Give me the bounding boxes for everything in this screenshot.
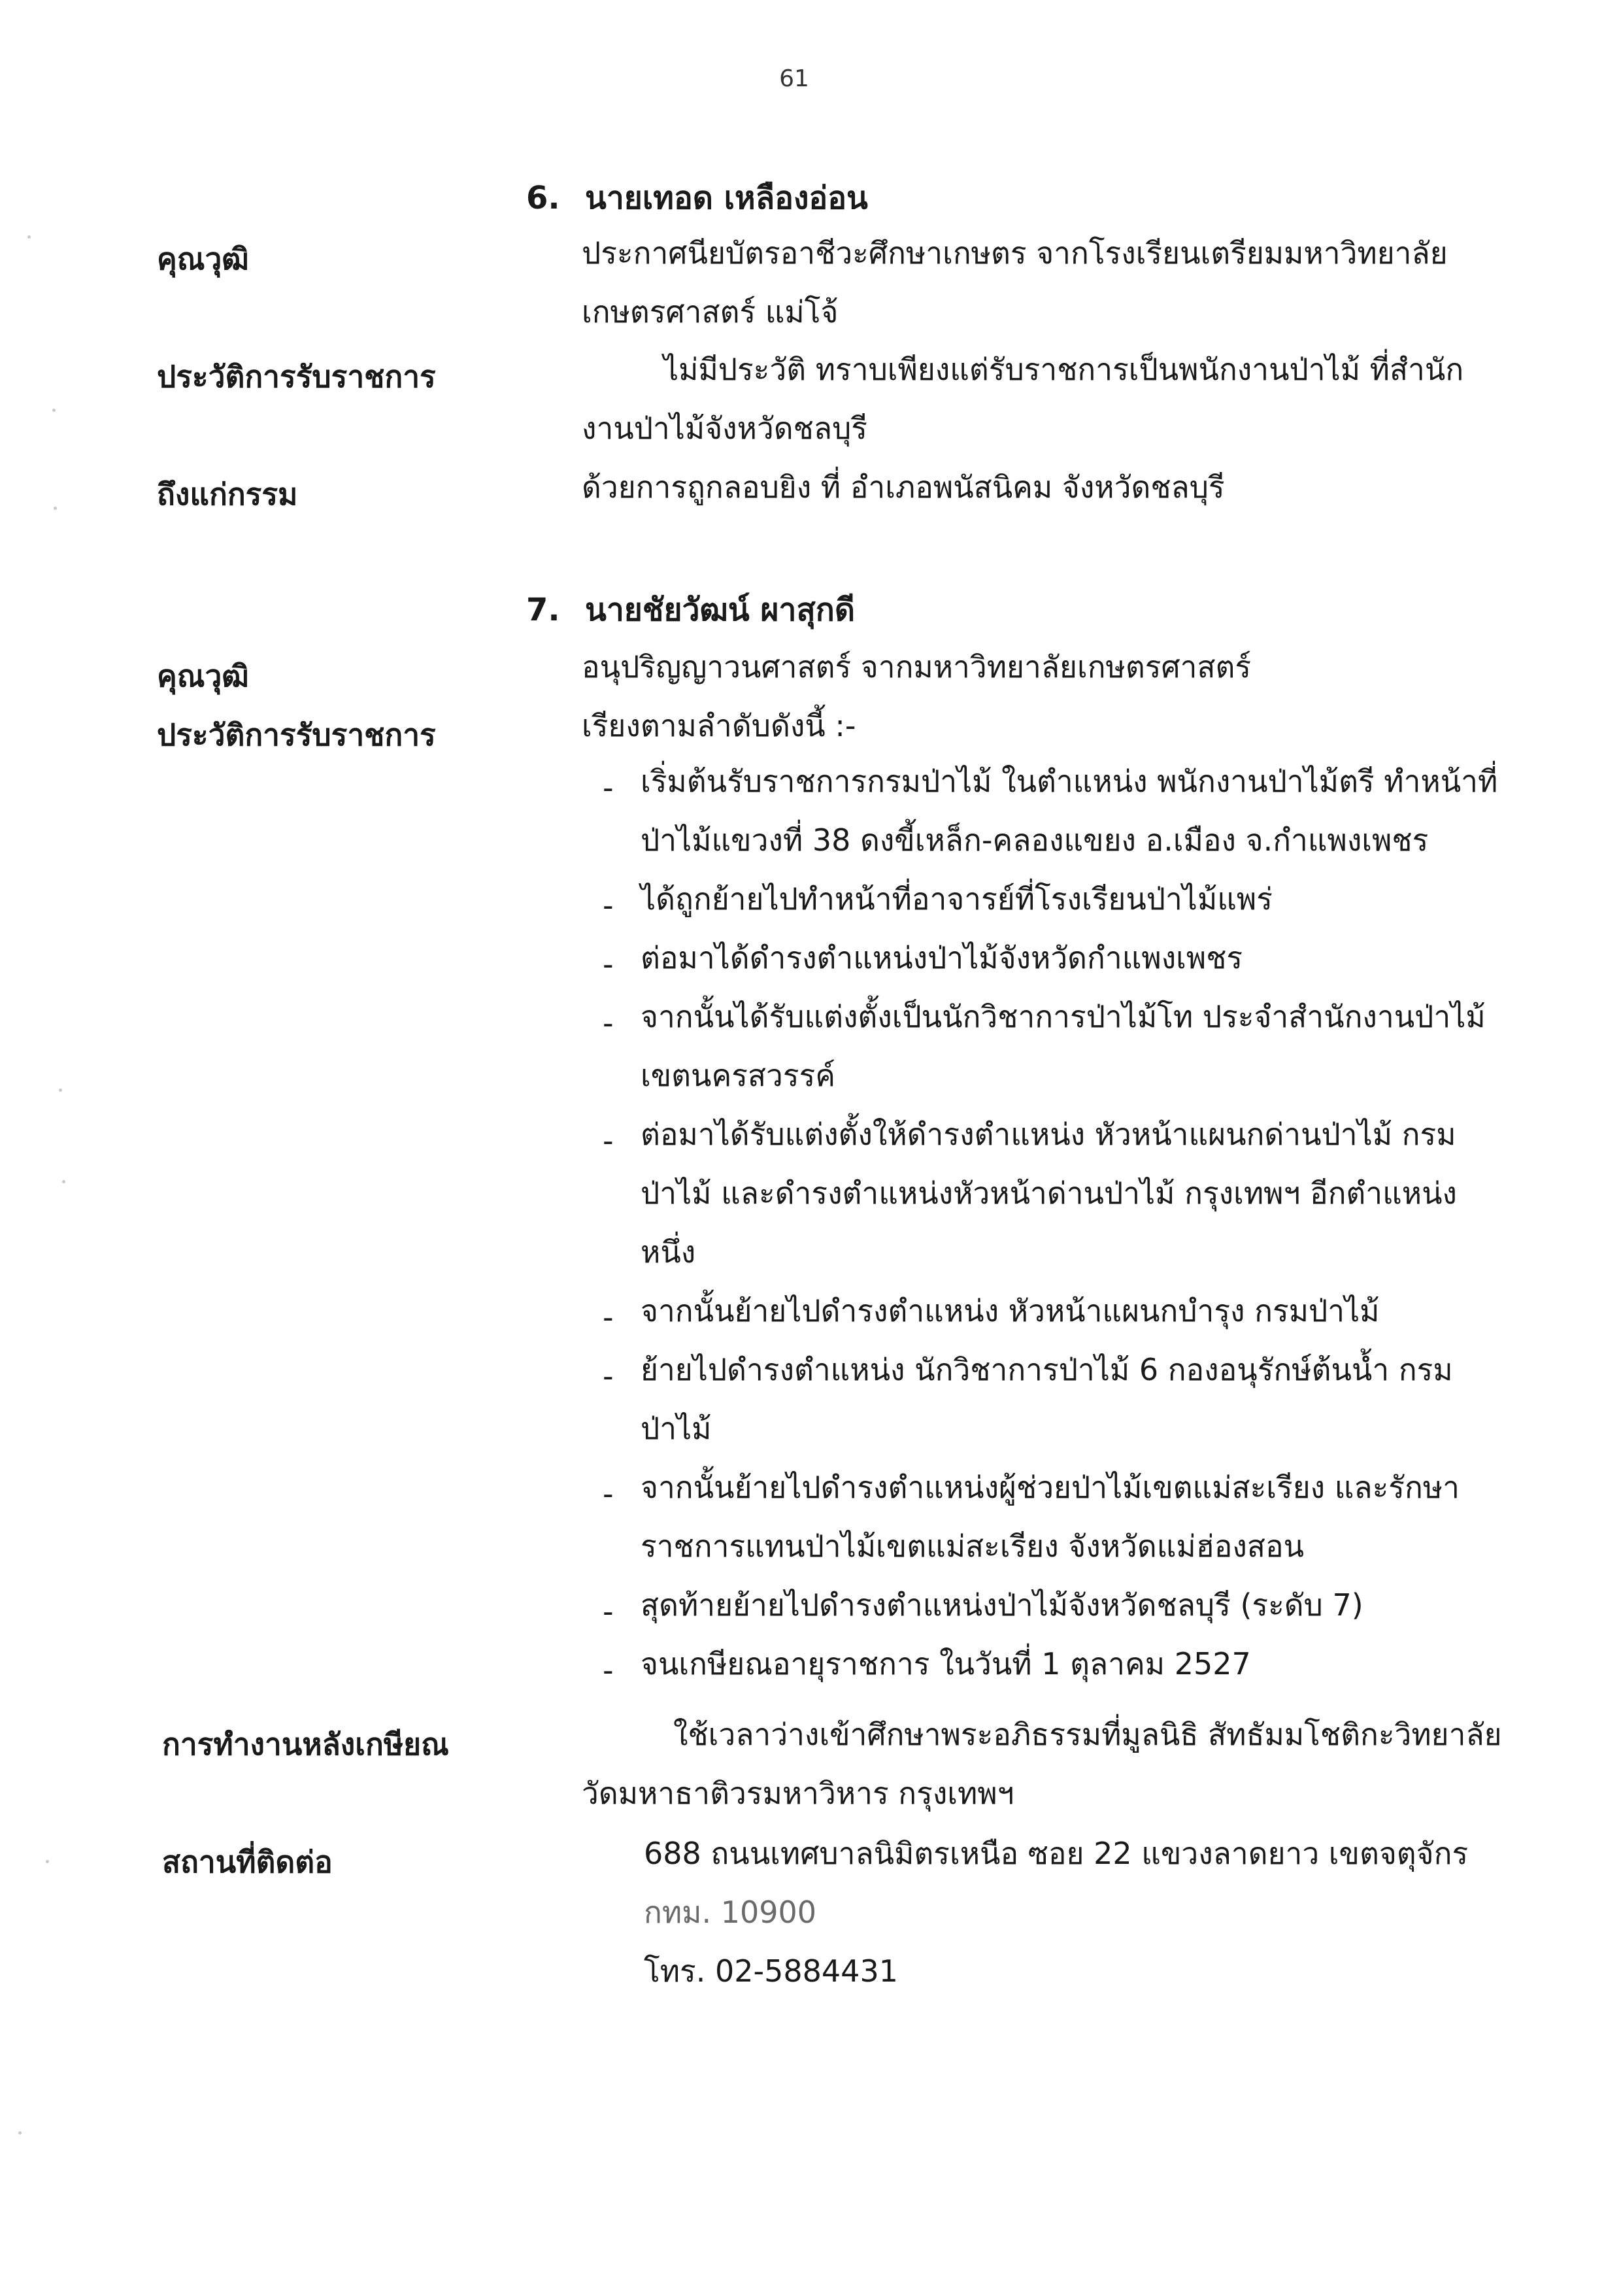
bullet-7-symbol: - <box>603 1359 614 1394</box>
bullet-4-symbol: - <box>603 1005 614 1041</box>
bullet-2-line-1: ได้ถูกย้ายไปทำหน้าที่อาจารย์ที่โรงเรียนป่าไม้แพร่ <box>641 881 1273 917</box>
scan-speck <box>52 409 56 412</box>
person7-qualification-label: คุณวุฒิ <box>157 658 249 694</box>
bullet-1-line-2: ป่าไม้แขวงที่ 38 ดงขี้เหล็ก-คลองแขยง อ.เมือง จ.กำแพงเพชร <box>641 822 1429 858</box>
bullet-6-symbol: - <box>603 1300 614 1335</box>
bullet-9-symbol: - <box>603 1594 614 1629</box>
person7-service-label: ประวัติการรับราชการ <box>157 717 436 752</box>
person7-number: 7. <box>526 592 560 628</box>
bullet-8-line-1: จากนั้นย้ายไปดำรงตำแหน่งผู้ช่วยป่าไม้เขตแม่สะเรียง และรักษา <box>641 1470 1460 1505</box>
bullet-3-symbol: - <box>603 947 614 982</box>
page-number: 61 <box>779 65 809 92</box>
scan-speck <box>54 507 57 510</box>
person6-death-text: ด้วยการถูกลอบยิง ที่ อำเภอพนัสนิคม จังหวัดชลบุรี <box>582 469 1225 505</box>
scan-speck <box>59 1089 62 1092</box>
bullet-5-line-1: ต่อมาได้รับแต่งตั้งให้ดำรงตำแหน่ง หัวหน้าแผนกด่านป่าไม้ กรม <box>641 1117 1456 1152</box>
contact-line-1: 688 ถนนเทศบาลนิมิตรเหนือ ซอย 22 แขวงลาดยาว เขตจตุจักร <box>644 1836 1469 1871</box>
person7-retirement-line-2: วัดมหาธาติวรมหาวิหาร กรุงเทพฯ <box>582 1776 1014 1811</box>
person6-qualification-line-1: ประกาศนียบัตรอาชีวะศึกษาเกษตร จากโรงเรียนเตรียมมหาวิทยาลัย <box>582 235 1448 271</box>
person6-death-label: ถึงแก่กรรม <box>157 477 298 512</box>
person6-qualification-label: คุณวุฒิ <box>157 241 249 277</box>
bullet-5 <box>641 1105 1457 1281</box>
bullet-10-symbol: - <box>603 1653 614 1688</box>
person7-retirement-line-1: ใช้เวลาว่างเข้าศึกษาพระอภิธรรมที่มูลนิธิ สัทธัมมโชติกะวิทยาลัย <box>673 1717 1502 1752</box>
scan-speck <box>18 2131 22 2135</box>
bullet-1-symbol: - <box>603 770 614 805</box>
bullet-7-line-2: ป่าไม้ <box>641 1411 712 1446</box>
person6-service-line-2: งานป่าไม้จังหวัดชลบุรี <box>582 411 867 446</box>
bullet-9 <box>641 1576 1363 1634</box>
bullet-6-line-1: จากนั้นย้ายไปดำรงตำแหน่ง หัวหน้าแผนกบำรุง กรมป่าไม้ <box>641 1293 1380 1328</box>
bullet-1 <box>641 752 1497 869</box>
bullet-4-line-2: เขตนครสวรรค์ <box>641 1058 836 1093</box>
bullet-5-symbol: - <box>603 1123 614 1158</box>
person6-number: 6. <box>526 180 560 216</box>
person7-contact-label: สถานที่ติดต่อ <box>162 1844 333 1880</box>
bullet-1-line-1: เริ่มต้นรับราชการกรมป่าไม้ ในตำแหน่ง พนักงานป่าไม้ตรี ทำหน้าที่ <box>641 764 1498 799</box>
bullet-9-line-1: สุดท้ายย้ายไปดำรงตำแหน่งป่าไม้จังหวัดชลบุรี (ระดับ 7) <box>641 1587 1363 1623</box>
bullet-8-line-2: ราชการแทนป่าไม้เขตแม่สะเรียง จังหวัดแม่ฮ่องสอน <box>641 1528 1305 1564</box>
person6-heading <box>526 173 868 223</box>
person7-retirement-label: การทำงานหลังเกษียณ <box>162 1727 449 1762</box>
bullet-10-line-1: จนเกษียณอายุราชการ ในวันที่ 1 ตุลาคม 2527 <box>641 1646 1251 1681</box>
contact-line-3: โทร. 02-5884431 <box>644 1953 898 1989</box>
person6-qualification-line-2: เกษตรศาสตร์ แม่โจ้ <box>582 294 839 329</box>
bullet-6 <box>641 1281 1380 1340</box>
bullet-8-symbol: - <box>603 1476 614 1511</box>
bullet-3 <box>641 928 1243 987</box>
bullet-4 <box>641 987 1486 1105</box>
scan-speck <box>62 1180 65 1183</box>
person7-heading <box>526 585 855 635</box>
bullet-2 <box>641 869 1273 928</box>
bullet-10 <box>641 1634 1251 1693</box>
bullet-7-line-1: ย้ายไปดำรงตำแหน่ง นักวิชาการป่าไม้ 6 กองอนุรักษ์ต้นน้ำ กรม <box>641 1352 1453 1387</box>
person6-service-label: ประวัติการรับราชการ <box>157 359 436 394</box>
bullet-4-line-1: จากนั้นได้รับแต่งตั้งเป็นนักวิชาการป่าไม้โท ประจำสำนักงานป่าไม้ <box>641 999 1486 1034</box>
bullet-7 <box>641 1340 1453 1458</box>
person7-service-intro: เรียงตามลำดับดังนี้ :- <box>582 708 856 743</box>
person7-name: นายชัยวัฒน์ ผาสุกดี <box>585 592 856 628</box>
contact-line-2: กทม. 10900 <box>644 1895 817 1930</box>
person7-qualification-text: อนุปริญญาวนศาสตร์ จากมหาวิทยาลัยเกษตรศาสตร์ <box>582 649 1252 684</box>
scan-speck <box>27 235 31 239</box>
bullet-5-line-2: ป่าไม้ และดำรงตำแหน่งหัวหน้าด่านป่าไม้ กรุงเทพฯ อีกตำแหน่ง <box>641 1175 1458 1211</box>
bullet-2-symbol: - <box>603 888 614 923</box>
person6-service-line-1: ไม่มีประวัติ ทราบเพียงแต่รับราชการเป็นพนักงานป่าไม้ ที่สำนัก <box>663 352 1464 387</box>
bullet-3-line-1: ต่อมาได้ดำรงตำแหน่งป่าไม้จังหวัดกำแพงเพชร <box>641 940 1243 975</box>
bullet-8 <box>641 1458 1460 1576</box>
person6-name: นายเทอด เหลืองอ่อน <box>585 180 868 216</box>
bullet-5-line-3: หนึ่ง <box>641 1234 696 1270</box>
scan-speck <box>46 1860 49 1863</box>
